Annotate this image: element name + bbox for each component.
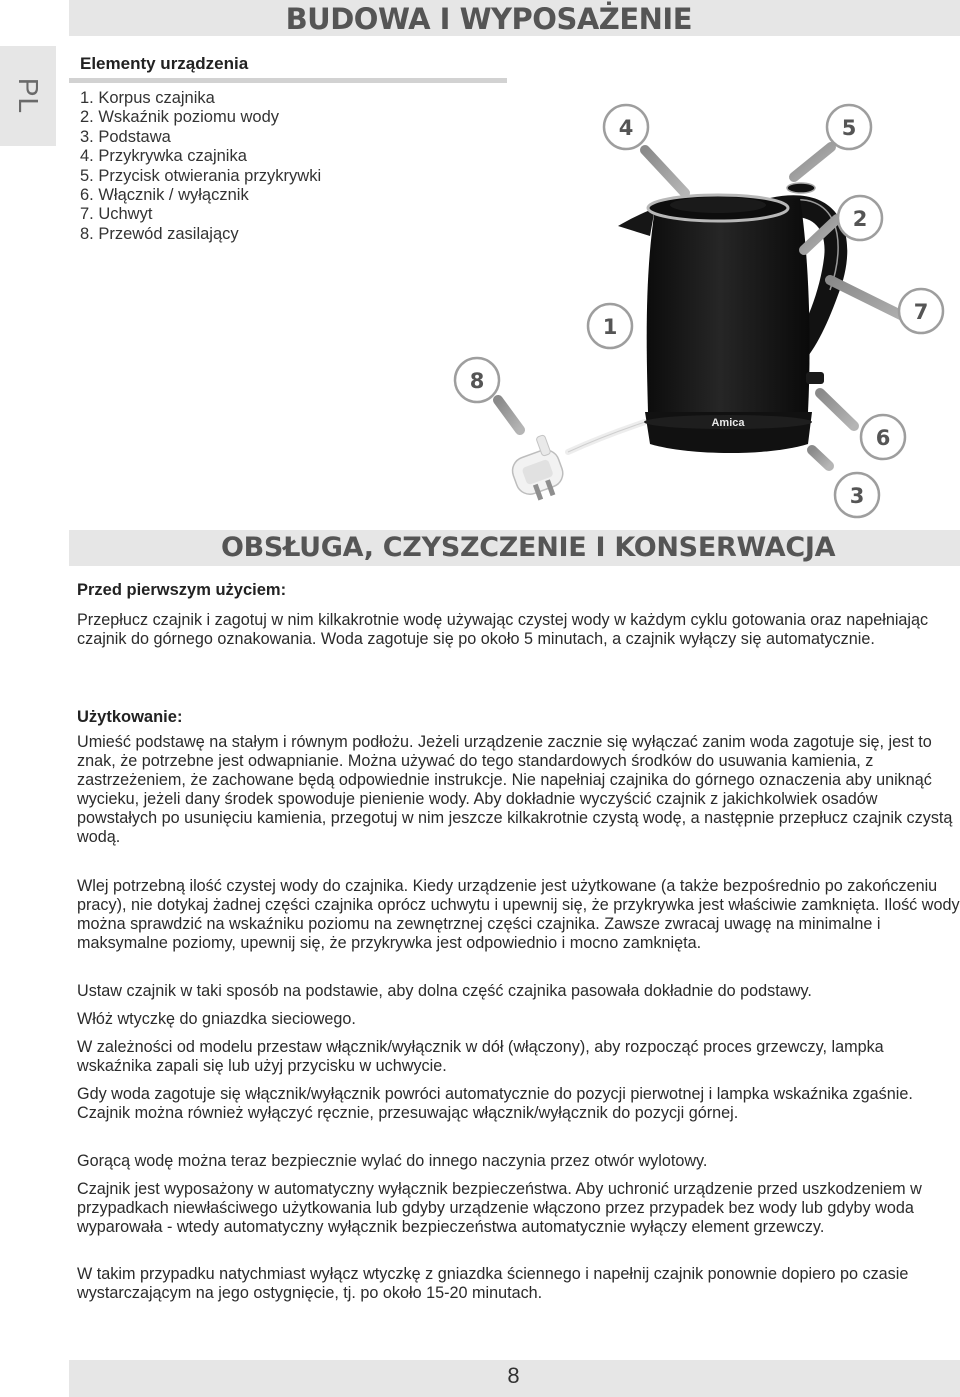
- svg-text:1: 1: [602, 315, 618, 339]
- svg-text:6: 6: [875, 426, 891, 450]
- elements-list: [80, 89, 321, 244]
- language-label: PL: [13, 77, 44, 115]
- svg-text:8: 8: [469, 369, 485, 393]
- usage-paragraph: Czajnik jest wyposażony w automatyczny wyłącznik bezpieczeństwa. Aby uchronić urządzenie przed uszkodzeniem w przypadkach niewłaściwego użytkowania lub gdyby urządzenie włączono przez przypadek bez wody lub gdyby woda wyparowała - wtedy automatyczny wyłącznik bezpieczeństwa automatycznie wyłączy element grzewczy.: [77, 1180, 922, 1236]
- callout-6: [861, 415, 905, 459]
- usage-heading: Użytkowanie:: [77, 708, 183, 726]
- usage-paragraph: Ustaw czajnik w taki sposób na podstawie, aby dolna część czajnika pasowała dokładnie do podstawy.: [77, 982, 812, 1000]
- callout-arrow: [498, 400, 520, 430]
- list-item: 4. Przykrywka czajnika: [80, 147, 247, 166]
- svg-text:3: 3: [849, 484, 865, 508]
- section-title-construction: BUDOWA I WYPOSAŻENIE: [285, 2, 692, 36]
- callout-arrow: [812, 450, 829, 466]
- language-tab: [0, 46, 56, 146]
- callout-7: [899, 289, 943, 333]
- on-off-switch: [806, 372, 824, 384]
- svg-text:4: 4: [618, 116, 634, 140]
- list-item: 8. Przewód zasilający: [80, 224, 239, 243]
- elements-heading: Elementy urządzenia: [80, 54, 249, 73]
- first-use-heading: Przed pierwszym użyciem:: [77, 581, 287, 599]
- usage-paragraph: W takim przypadku natychmiast wyłącz wtyczkę z gniazdka ściennego i napełnij czajnik ponownie dopiero po czasie wystarczającym na jego ostygnięcie, tj. po około 15-20 minutach.: [77, 1265, 909, 1302]
- lid-button: [787, 183, 815, 193]
- plug-icon: [504, 433, 570, 506]
- kettle-diagram: [440, 90, 960, 530]
- list-item: 2. Wskaźnik poziomu wody: [80, 108, 279, 127]
- svg-text:7: 7: [913, 300, 929, 324]
- heading-underline: [69, 78, 507, 83]
- callout-arrow: [820, 393, 854, 426]
- usage-paragraph: Wlej potrzebną ilość czystej wody do czajnika. Kiedy urządzenie jest użytkowane (a także bezpośrednio po zakończeniu pracy), nie dotykaj żadnej części czajnika oprócz uchwytu i upewnij się, że przykrywka jest właściwie zamknięta. Ilość wody można sprawdzić na wskaźniku poziomu na zewnętrznej części czajnika. Zawsze zwracaj uwagę na minimalne i maksymalne poziomy, upewnij się, że przykrywka jest odpowiednio i mocno zamknięta.: [77, 877, 960, 952]
- callout-arrow: [645, 150, 685, 193]
- svg-text:2: 2: [852, 207, 868, 231]
- list-item: 1. Korpus czajnika: [80, 89, 215, 107]
- usage-paragraph: W zależności od modelu przestaw włącznik/wyłącznik w dół (włączony), aby rozpocząć proces grzewczy, lampka wskaźnika zapali się lub użyj przycisku w uchwycie.: [77, 1038, 884, 1075]
- page-number: 8: [507, 1363, 520, 1388]
- callout-8: [455, 358, 499, 402]
- callout-2: [838, 196, 882, 240]
- list-item: 6. Włącznik / wyłącznik: [80, 186, 249, 205]
- callout-arrow: [794, 147, 831, 177]
- kettle-body: [647, 198, 810, 412]
- section-title-operation: OBSŁUGA, CZYSZCZENIE I KONSERWACJA: [221, 532, 836, 563]
- callout-3: [835, 473, 879, 517]
- power-cord: [568, 422, 645, 452]
- list-item: 3. Podstawa: [80, 127, 171, 146]
- usage-paragraph: Gdy woda zagotuje się włącznik/wyłącznik powróci automatycznie do pozycji pierwotnej i lampka wskaźnika zgaśnie. Czajnik można również wyłączyć ręcznie, przesuwając włącznik/wyłącznik do pozycji górnej.: [77, 1085, 913, 1122]
- usage-paragraph: Umieść podstawę na stałym i równym podłożu. Jeżeli urządzenie zacznie się wyłączać zanim woda zagotuje się, jest to znak, że potrzebne jest odwapnianie. Można używać do tego standardowych środków do usuwania kamienia, z zastrzeżeniem, że zachowane będą odpowiednie instrukcje. Nie napełniaj czajnika do górnego oznaczenia aby uniknąć wycieku, jeżeli dany środek spowoduje pienienie wody. Aby dokładnie wyczyścić czajnik z jakichkolwiek osadów powstałych po usunięciu kamienia, przegotuj w nim jeszcze kilkakrotnie czystą wodę, a następnie przepłucz czajnik czystą wodą.: [77, 733, 953, 846]
- list-item: 5. Przycisk otwierania przykrywki: [80, 166, 322, 185]
- first-use-paragraph: Przepłucz czajnik i zagotuj w nim kilkakrotnie wodę używając czystej wody w każdym cyklu gotowania oraz napełniając czajnik do górnego oznakowania. Woda zagotuje się po około 5 minutach, a czajnik wyłączy się automatycznie.: [77, 611, 929, 648]
- svg-text:5: 5: [841, 116, 857, 140]
- callout-5: [827, 105, 871, 149]
- usage-paragraph: Włóż wtyczkę do gniazdka sieciowego.: [77, 1010, 356, 1028]
- usage-paragraph: Gorącą wodę można teraz bezpiecznie wylać do innego naczynia przez otwór wylotowy.: [77, 1152, 708, 1170]
- callout-1: [588, 304, 632, 348]
- callout-4: [604, 105, 648, 149]
- list-item: 7. Uchwyt: [80, 205, 153, 224]
- brand-logo: Amica: [711, 417, 745, 429]
